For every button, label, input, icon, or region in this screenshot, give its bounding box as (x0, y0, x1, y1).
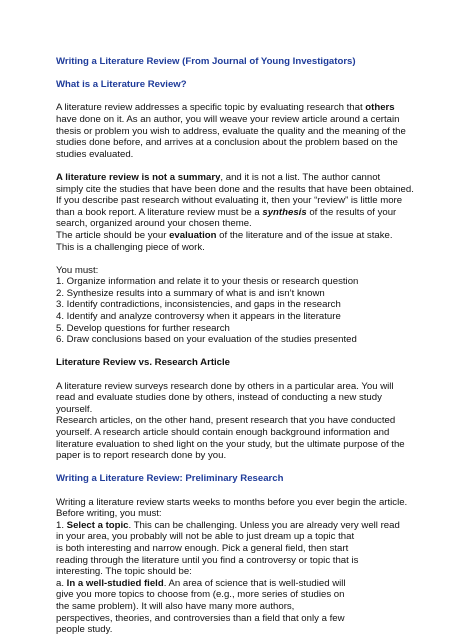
text-line: simply cite the studies that have been done and the results that have been obtained. (56, 183, 414, 195)
emphasis-not-summary: A literature review is not a summary (56, 171, 221, 183)
text-line: The article should be your evaluation of the literature and of the issue at stake. (56, 229, 393, 241)
list-item: 1. Organize information and relate it to your thesis or research question (56, 276, 359, 288)
text-line: read and evaluate studies done by others, instead of conducting a new study (56, 392, 382, 404)
text-line: reading through the literature until you find a controversy or topic that is (56, 554, 359, 566)
text-line: This is a challenging piece of work. (56, 241, 205, 253)
text-line: perspectives, theories, and controversies than a field that only a few (56, 612, 345, 624)
text-line: paper is to report research done by you. (56, 450, 227, 462)
text-line: than a book report. A literature review must be a synthesis of the results of your (56, 206, 397, 218)
text-line: studies done before, and arrives at a conclusion about the problem based on the (56, 137, 398, 149)
text-line: interesting. The topic should be: (56, 566, 192, 578)
must-list (56, 276, 406, 346)
text-line: literature evaluation to shed light on the your study, but the ultimate purpose of the (56, 438, 405, 450)
text-line: have done on it. As an author, you will weave your review article around a certain (56, 113, 400, 125)
text-line: the same problem). It will also have many more authors, (56, 600, 295, 612)
text-line: If you describe past research without evaluating it, then your “review” is little more (56, 195, 403, 207)
emphasis-synthesis: synthesis (262, 206, 307, 218)
text-line: Before writing, you must: (56, 508, 162, 520)
text-line: a. In a well-studied field. An area of science that is well-studied will (56, 577, 346, 589)
text-line: yourself. (56, 403, 93, 415)
text-line: A literature review addresses a specific topic by evaluating research that others (56, 102, 395, 114)
must-intro: You must: (56, 264, 99, 276)
text-line: search, organized around your chosen theme. (56, 218, 252, 230)
text-line: A literature review is not a summary, and it is not a list. The author cannot (56, 171, 381, 183)
text-line: is both interesting and narrow enough. Pick a general field, then start (56, 542, 349, 554)
emphasis-others: others (365, 102, 395, 114)
paragraph-preliminary (56, 497, 406, 636)
text-line: Research articles, on the other hand, present research that you have conducted (56, 415, 396, 427)
text-line: Writing a literature review starts weeks to months before you ever begin the article. (56, 496, 408, 508)
text-line: 1. Select a topic. This can be challenging. Unless you are already very well read (56, 519, 400, 531)
document-title: Writing a Literature Review (From Journal of Young Investigators) (56, 56, 356, 67)
text-line: studies evaluated. (56, 148, 134, 160)
text-line: give you more topics to choose from (e.g., more series of studies on (56, 589, 345, 601)
document-content (56, 56, 414, 636)
paragraph-definition (56, 102, 406, 160)
section-heading-vs: Literature Review vs. Research Article (56, 357, 231, 369)
emphasis-evaluation: evaluation (169, 229, 217, 241)
text-line: A literature review surveys research done by others in a particular area. You will (56, 380, 394, 392)
list-item: 5. Develop questions for further research (56, 322, 230, 334)
list-item: 6. Draw conclusions based on your evaluation of the studies presented (56, 334, 357, 346)
list-item: 2. Synthesize results into a summary of what is and isn’t known (56, 287, 325, 299)
section-heading-preliminary: Writing a Literature Review: Preliminary Research (56, 473, 284, 485)
section-heading-what-is: What is a Literature Review? (56, 79, 187, 91)
paragraph-lit-review-surveys (56, 381, 406, 416)
text-line: thesis or problem you wish to address, evaluate the quality and the meaning of the (56, 125, 406, 137)
list-item: 3. Identify contradictions, inconsistencies, and gaps in the research (56, 299, 341, 311)
emphasis-well-studied: In a well-studied field (66, 577, 164, 589)
emphasis-select-topic: Select a topic (66, 519, 129, 531)
paragraph-research-articles (56, 415, 406, 461)
paragraph-not-summary (56, 171, 414, 253)
text-line: yourself. A research article should contain enough background information and (56, 427, 390, 438)
text-line: people study. (56, 624, 113, 636)
text-line: in your area, you probably will not be able to just dream up a topic that (56, 531, 355, 543)
list-item: 4. Identify and analyze controversy when it appears in the literature (56, 311, 341, 323)
